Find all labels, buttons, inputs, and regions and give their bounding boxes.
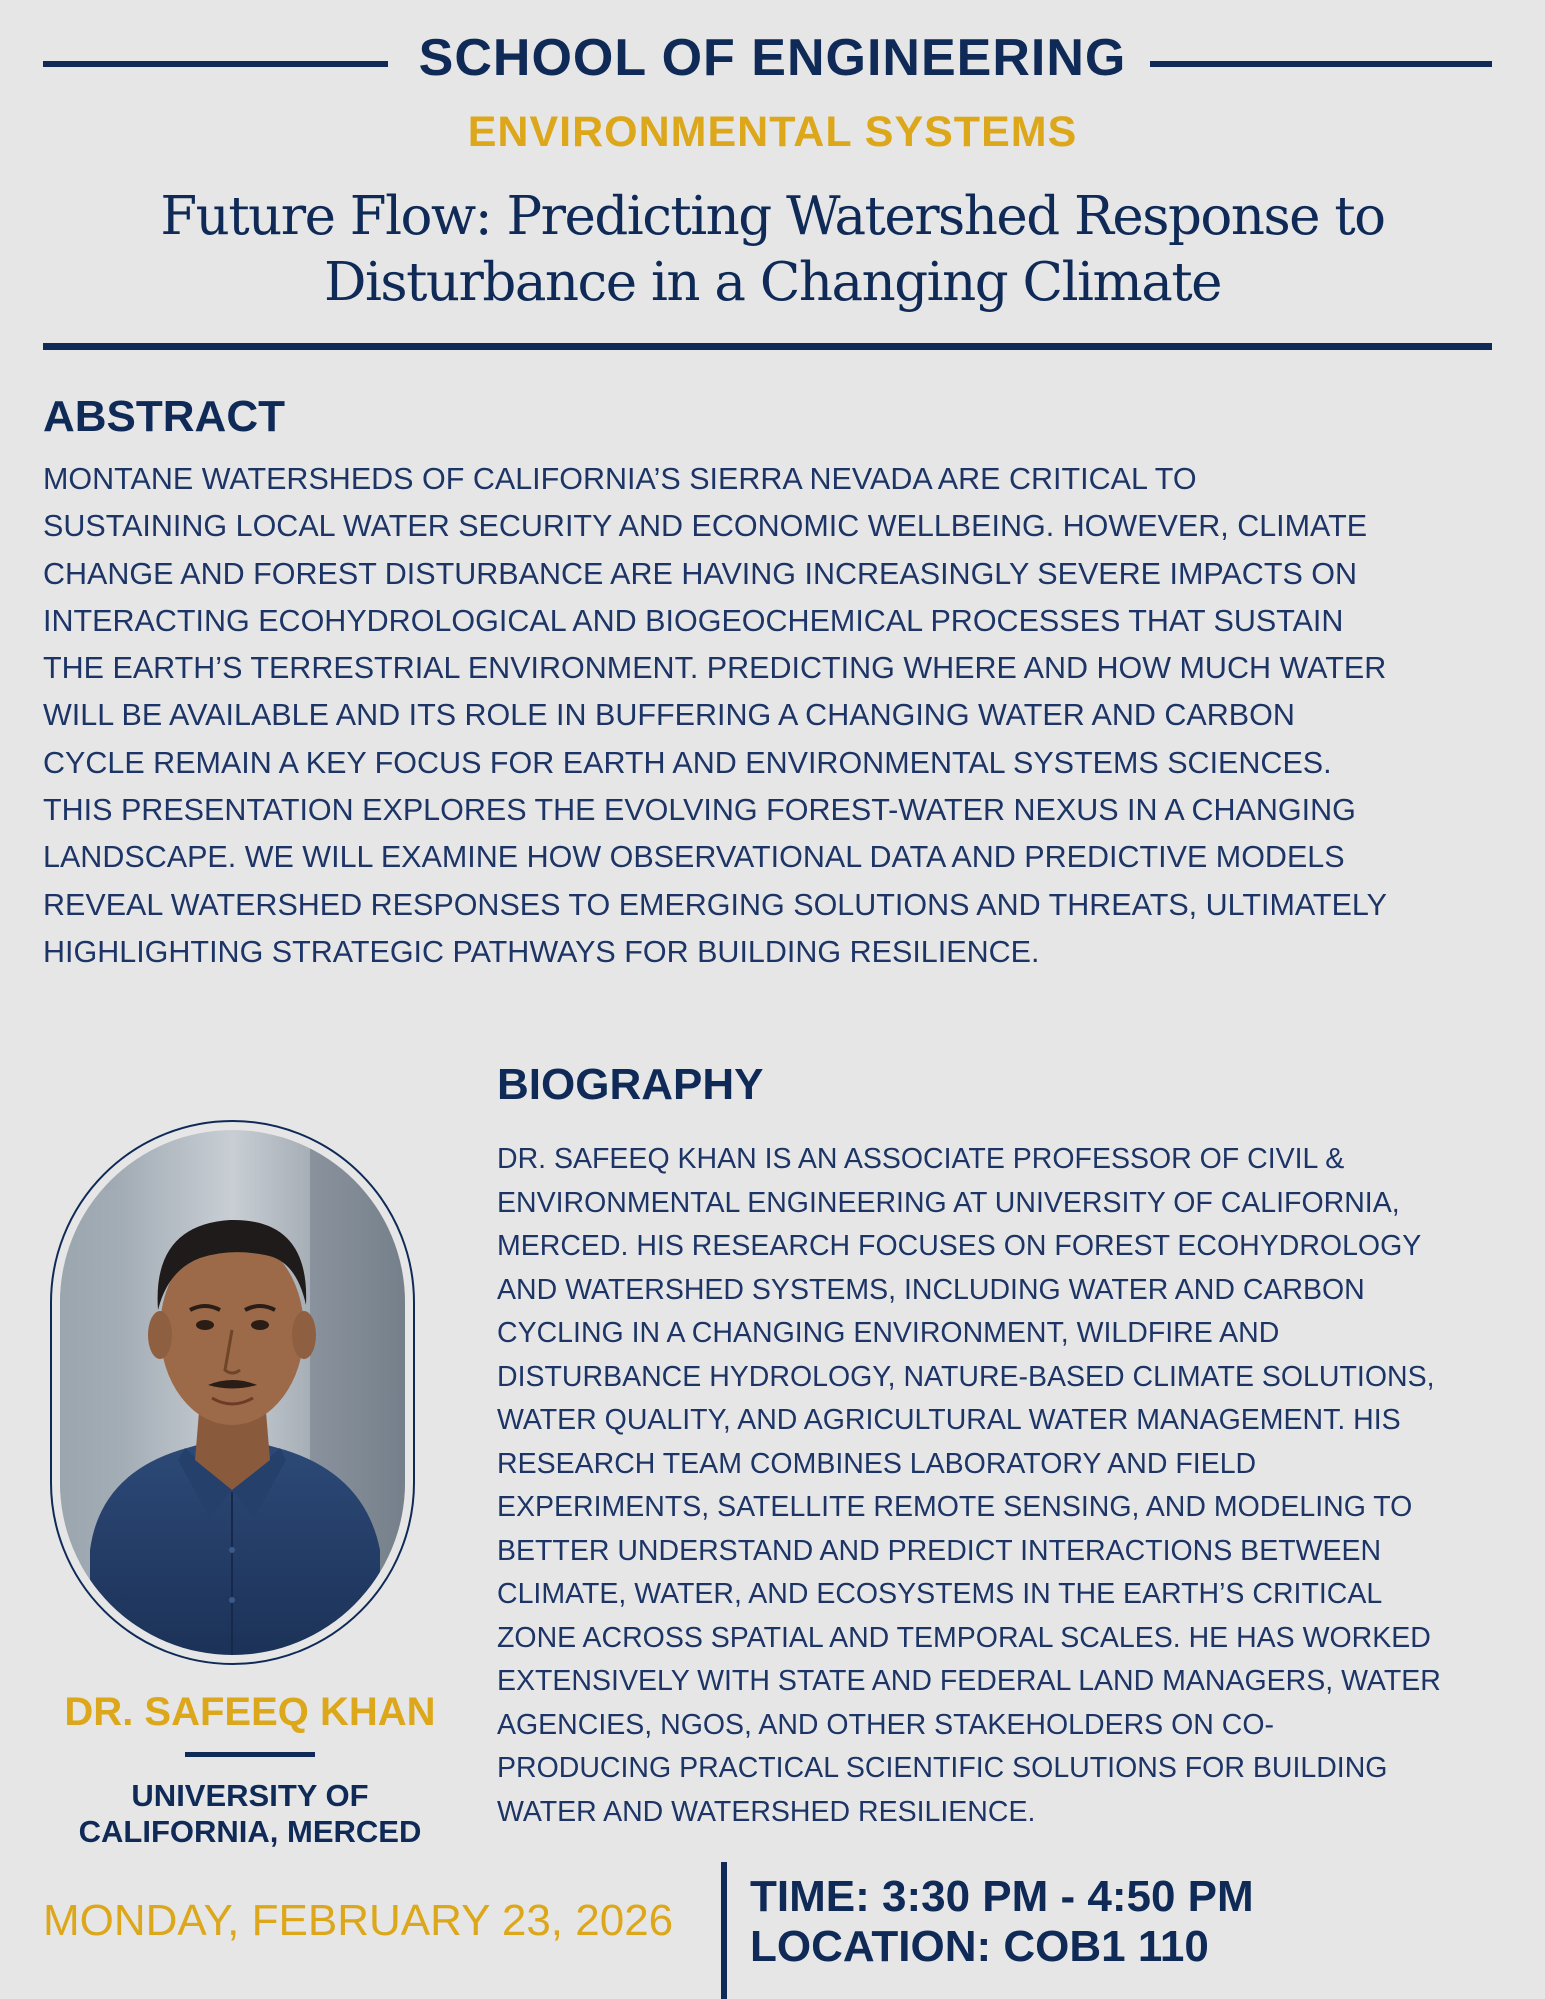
abstract-heading: ABSTRACT <box>43 392 285 441</box>
biography-line: AND WATERSHED SYSTEMS, INCLUDING WATER AND CARBON <box>497 1273 1365 1306</box>
speaker-affiliation <box>40 1778 460 1850</box>
biography-line: BETTER UNDERSTAND AND PREDICT INTERACTIONS BETWEEN <box>497 1534 1382 1567</box>
biography-line: ENVIRONMENTAL ENGINEERING AT UNIVERSITY OF CALIFORNIA, <box>497 1186 1400 1219</box>
abstract-line: CYCLE REMAIN A KEY FOCUS FOR EARTH AND ENVIRONMENTAL SYSTEMS SCIENCES. <box>43 745 1332 780</box>
speaker-name: DR. SAFEEQ KHAN <box>64 1690 436 1734</box>
biography-line: EXPERIMENTS, SATELLITE REMOTE SENSING, AND MODELING TO <box>497 1491 1413 1523</box>
speaker-affiliation-line-2: CALIFORNIA, MERCED <box>78 1814 422 1849</box>
biography-line: WATER QUALITY, AND AGRICULTURAL WATER MANAGEMENT. HIS <box>497 1404 1401 1436</box>
biography-heading: BIOGRAPHY <box>497 1060 764 1109</box>
speaker-name-underline <box>185 1752 315 1757</box>
biography-line: DR. SAFEEQ KHAN IS AN ASSOCIATE PROFESSOR OF CIVIL & <box>497 1143 1345 1175</box>
biography-text <box>497 1138 1527 1834</box>
biography-line: PRODUCING PRACTICAL SCIENTIFIC SOLUTIONS FOR BUILDING <box>497 1752 1388 1784</box>
biography-line: ZONE ACROSS SPATIAL AND TEMPORAL SCALES. HE HAS WORKED <box>497 1621 1431 1654</box>
abstract-text <box>43 456 1523 976</box>
biography-line: AGENCIES, NGOS, AND OTHER STAKEHOLDERS ON CO- <box>497 1708 1275 1741</box>
biography-line: CLIMATE, WATER, AND ECOSYSTEMS IN THE EARTH’S CRITICAL <box>497 1578 1383 1610</box>
abstract-line: THE EARTH’S TERRESTRIAL ENVIRONMENT. PREDICTING WHERE AND HOW MUCH WATER <box>43 651 1387 686</box>
school-name: SCHOOL OF ENGINEERING <box>418 29 1127 87</box>
abstract-line: HIGHLIGHTING STRATEGIC PATHWAYS FOR BUILDING RESILIENCE. <box>43 934 1040 969</box>
abstract-line: CHANGE AND FOREST DISTURBANCE ARE HAVING INCREASINGLY SEVERE IMPACTS ON <box>43 556 1358 591</box>
footer-divider <box>721 1862 727 1999</box>
abstract-line: THIS PRESENTATION EXPLORES THE EVOLVING FOREST-WATER NEXUS IN A CHANGING <box>43 793 1356 828</box>
biography-line: MERCED. HIS RESEARCH FOCUSES ON FOREST ECOHYDROLOGY <box>497 1230 1422 1262</box>
speaker-affiliation-line-1: UNIVERSITY OF <box>131 1778 369 1813</box>
talk-title <box>100 184 1445 316</box>
talk-title-line-2: Disturbance in a Changing Climate <box>323 252 1222 313</box>
abstract-line: SUSTAINING LOCAL WATER SECURITY AND ECONOMIC WELLBEING. HOWEVER, CLIMATE <box>43 509 1368 544</box>
event-date: MONDAY, FEBRUARY 23, 2026 <box>43 1896 674 1945</box>
abstract-line: MONTANE WATERSHEDS OF CALIFORNIA’S SIERRA NEVADA ARE CRITICAL TO <box>43 462 1197 496</box>
talk-title-line-1: Future Flow: Predicting Watershed Response to <box>160 186 1385 247</box>
abstract-line: LANDSCAPE. WE WILL EXAMINE HOW OBSERVATIONAL DATA AND PREDICTIVE MODELS <box>43 840 1345 875</box>
abstract-line: REVEAL WATERSHED RESPONSES TO EMERGING SOLUTIONS AND THREATS, ULTIMATELY <box>43 887 1387 922</box>
event-location: LOCATION: COB1 110 <box>750 1922 1209 1971</box>
biography-line: RESEARCH TEAM COMBINES LABORATORY AND FIELD <box>497 1447 1257 1480</box>
title-divider <box>43 343 1492 350</box>
abstract-line: WILL BE AVAILABLE AND ITS ROLE IN BUFFERING A CHANGING WATER AND CARBON <box>43 698 1295 733</box>
biography-line: WATER AND WATERSHED RESILIENCE. <box>497 1795 1036 1828</box>
event-time: TIME: 3:30 PM - 4:50 PM <box>750 1872 1254 1921</box>
department-name: ENVIRONMENTAL SYSTEMS <box>467 108 1078 156</box>
abstract-line: INTERACTING ECOHYDROLOGICAL AND BIOGEOCHEMICAL PROCESSES THAT SUSTAIN <box>43 603 1344 638</box>
biography-line: EXTENSIVELY WITH STATE AND FEDERAL LAND MANAGERS, WATER <box>497 1665 1441 1697</box>
biography-line: DISTURBANCE HYDROLOGY, NATURE-BASED CLIMATE SOLUTIONS, <box>497 1360 1435 1393</box>
speaker-photo <box>60 1130 405 1655</box>
biography-line: CYCLING IN A CHANGING ENVIRONMENT, WILDFIRE AND <box>497 1317 1280 1349</box>
speaker-portrait-illustration <box>60 1130 405 1655</box>
